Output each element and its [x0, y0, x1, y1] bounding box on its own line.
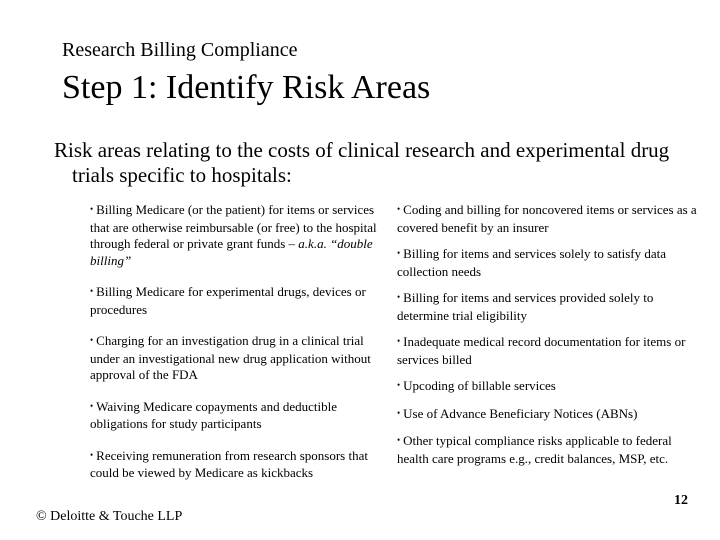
risk-item: • Billing for items and services solely to satisfy data collection needs [397, 246, 666, 279]
risk-item: • Receiving remuneration from research sponsors that could be viewed by Medicare as kickbacks [90, 447, 368, 480]
bullet-icon: • [397, 407, 401, 418]
slide-title: Step 1: Identify Risk Areas [62, 69, 431, 106]
bullet-icon: • [90, 335, 94, 345]
bullet-icon: • [90, 449, 94, 460]
risk-item: • Billing for items and services provided solely to determine trial eligibility [397, 290, 654, 323]
copyright-notice: © Deloitte & Touche LLP [36, 509, 183, 524]
risk-item: • Upcoding of billable services [397, 378, 556, 393]
risk-item: • Other typical compliance risks applicable to federal health care programs e.g., credit balances, MSP, etc. [397, 433, 672, 466]
bullet-icon: • [90, 286, 94, 296]
left-risk-list [90, 202, 380, 497]
bullet-icon: • [397, 204, 401, 214]
page-number: 12 [674, 493, 688, 508]
bullet-icon: • [397, 292, 401, 302]
intro-text: Risk areas relating to the costs of clinical research and experimental drug trials specific to hospitals: [54, 138, 670, 187]
risk-item: • Inadequate medical record documentation for items or services billed [397, 334, 686, 367]
risk-item: • Use of Advance Beneficiary Notices (ABNs) [397, 405, 638, 421]
bullet-icon: • [397, 435, 401, 445]
risk-item: • Billing Medicare (or the patient) for items or services that are otherwise reimbursable (or free) to the hospital through federal or private grant funds – a.k.a. “double billing” [90, 202, 377, 268]
bullet-icon: • [90, 400, 94, 411]
risk-item: • Waiving Medicare copayments and deductible obligations for study participants [90, 398, 337, 431]
risk-item: • Billing Medicare for experimental drugs, devices or procedures [90, 284, 366, 317]
right-risk-list [397, 202, 697, 477]
risk-item: • Charging for an investigation drug in a clinical trial under an investigational new drug application without approval of the FDA [90, 333, 371, 382]
bullet-icon: • [397, 248, 401, 258]
bullet-icon: • [397, 380, 401, 390]
risk-item: • Coding and billing for noncovered items or services as a covered benefit by an insurer [397, 202, 697, 235]
bullet-icon: • [90, 204, 94, 214]
bullet-icon: • [397, 336, 401, 346]
slide-kicker: Research Billing Compliance [62, 39, 298, 61]
